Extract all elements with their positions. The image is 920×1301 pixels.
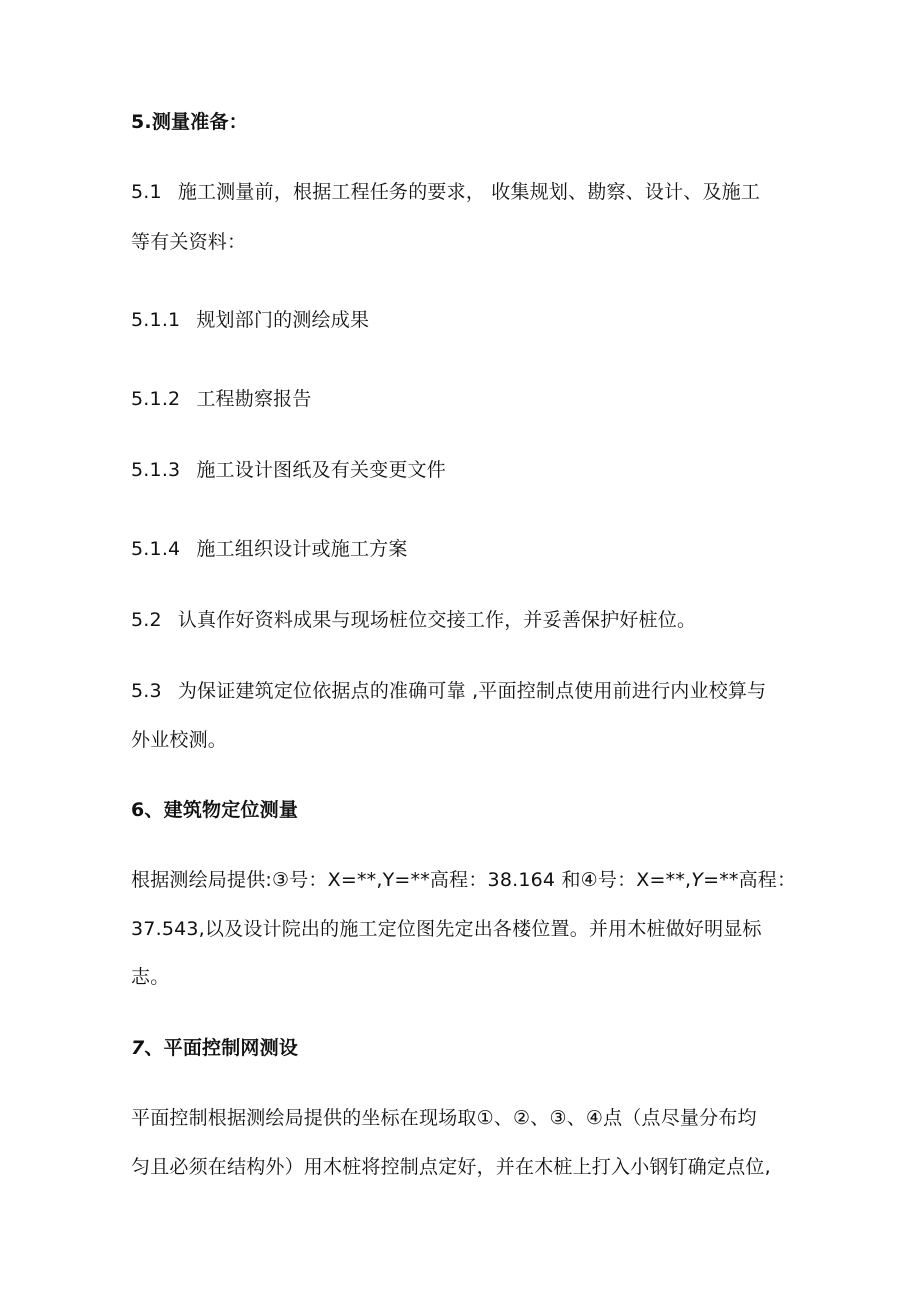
item-5-1-line-2: 等有关资料： xyxy=(131,231,247,253)
heading-text: 、平面控制网测设 xyxy=(144,1037,299,1059)
item-number: 5.2 xyxy=(131,609,162,631)
item-text: 为保证建筑定位依据点的准确可靠 ,平面控制点使用前进行内业校算与 xyxy=(177,680,767,702)
item-5-1-line-1 xyxy=(131,178,760,206)
section-6-heading: 6、建筑物定位测量 xyxy=(131,799,299,821)
item-5-1-1 xyxy=(131,306,369,334)
section-6-para-line-1 xyxy=(131,866,796,894)
heading-number: 7 xyxy=(131,1037,145,1059)
item-5-1-2 xyxy=(131,385,312,413)
item-text: 施工设计图纸及有关变更文件 xyxy=(196,459,446,481)
para-text: 根据测绘局提供:③号：X=**,Y=**高程：38.164 和④号：X=**, xyxy=(131,869,692,891)
item-number: 5.3 xyxy=(131,680,162,702)
item-number: 5.1.2 xyxy=(131,388,181,410)
item-text: 施工测量前，根据工程任务的要求， 收集规划、勘察、设计、及施工 xyxy=(177,181,761,203)
item-5-1-4 xyxy=(131,535,408,563)
item-text: 工程勘察报告 xyxy=(196,388,312,410)
item-5-1-3 xyxy=(131,456,446,484)
item-5-2 xyxy=(131,606,696,634)
section-7-heading xyxy=(131,1034,298,1062)
section-5-heading: 5.测量准备： xyxy=(131,111,248,133)
item-text: 规划部门的测绘成果 xyxy=(196,309,370,331)
section-6-para-line-2: 37.543,以及设计院出的施工定位图先定出各楼位置。并用木桩做好明显标 xyxy=(131,918,762,940)
para-text: 高程： xyxy=(738,869,797,891)
section-7-para-line-1: 平面控制根据测绘局提供的坐标在现场取①、②、③、④点（点尽量分布均 xyxy=(131,1107,757,1129)
item-5-3-line-1 xyxy=(131,677,766,705)
para-italic-text: Y=** xyxy=(691,869,739,891)
item-5-3-line-2: 外业校测。 xyxy=(131,729,228,751)
item-number: 5.1 xyxy=(131,181,162,203)
item-number: 5.1.3 xyxy=(131,459,181,481)
item-text: 认真作好资料成果与现场桩位交接工作，并妥善保护好桩位。 xyxy=(177,609,697,631)
section-7-para-line-2: 匀且必须在结构外）用木桩将控制点定好，并在木桩上打入小钢钉确定点位, xyxy=(131,1156,771,1178)
item-number: 5.1.1 xyxy=(131,309,181,331)
section-6-para-line-3: 志。 xyxy=(131,966,170,988)
item-number: 5.1.4 xyxy=(131,538,181,560)
item-text: 施工组织设计或施工方案 xyxy=(196,538,408,560)
